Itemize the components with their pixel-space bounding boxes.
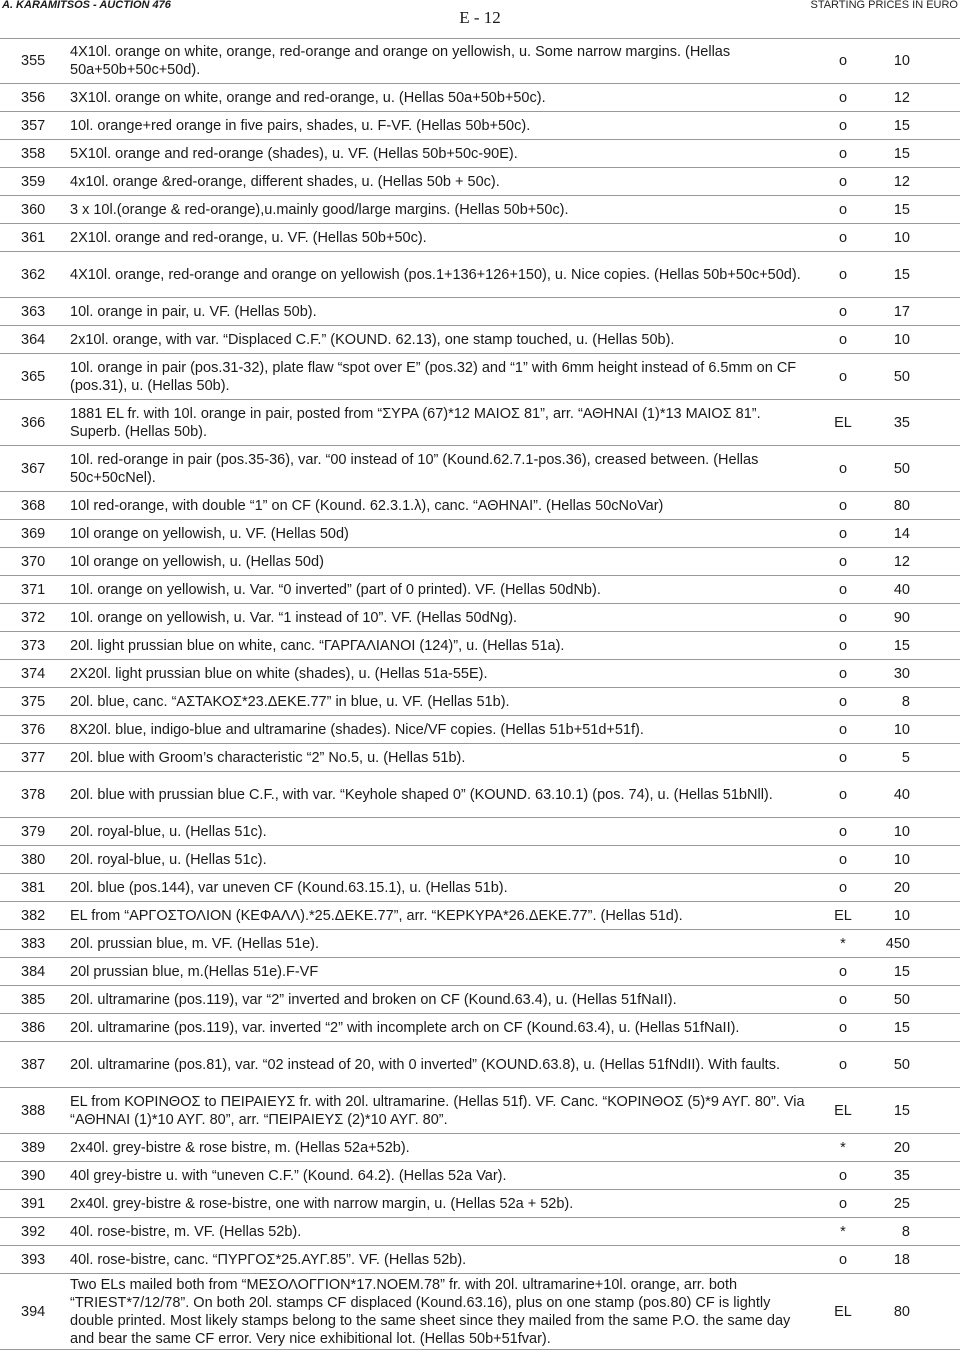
- starting-price: 50: [893, 1056, 910, 1073]
- lot-number: 394: [21, 1303, 46, 1320]
- condition-code: o: [838, 368, 848, 385]
- starting-price: 17: [893, 303, 910, 320]
- lot-description: 10l. orange in pair, u. VF. (Hellas 50b).: [70, 303, 317, 320]
- condition-code: EL: [834, 414, 852, 431]
- lot-row: [0, 986, 960, 1014]
- lot-row: [0, 446, 960, 492]
- starting-price: 10: [893, 721, 910, 738]
- lot-description: 20l prussian blue, m.(Hellas 51e).F-VF: [70, 963, 319, 980]
- starting-price: 20: [893, 879, 910, 896]
- starting-price: 40: [893, 786, 910, 803]
- lot-row: [0, 1218, 960, 1246]
- lot-number: 393: [21, 1251, 46, 1268]
- lot-table: [0, 38, 960, 1350]
- starting-price: 8: [901, 1223, 910, 1240]
- lot-description: 20l. blue with prussian blue C.F., with var. “Keyhole shaped 0” (KOUND. 63.10.1) (pos. 74), u. (Hellas 51bNll).: [70, 786, 773, 803]
- lot-description: 1881 EL fr. with 10l. orange in pair, posted from “ΣΥΡΑ (67)*12 ΜΑΙΟΣ 81”, arr. “ΑΘΗΝΑΙ (1)*13 ΜΑΙΟΣ 81”. Superb. (Hellas 50b).: [70, 405, 761, 440]
- condition-code: o: [838, 266, 848, 283]
- lot-description: 4x10l. orange &red-orange, different shades, u. (Hellas 50b + 50c).: [70, 173, 500, 190]
- condition-code: o: [838, 331, 848, 348]
- lot-row: [0, 846, 960, 874]
- lot-description: 10l. orange in pair (pos.31-32), plate flaw “spot over E” (pos.32) and “1” with 6mm height instead of 6.5mm on CF (pos.31), u. (Hellas 50b).: [70, 359, 797, 394]
- condition-code: o: [838, 851, 848, 868]
- lot-description: 2x10l. orange, with var. “Displaced C.F.” (KOUND. 62.13), one stamp touched, u. (Hellas 50b).: [70, 331, 675, 348]
- condition-code: o: [838, 721, 848, 738]
- lot-number: 372: [21, 609, 46, 626]
- starting-price: 10: [893, 229, 910, 246]
- lot-number: 377: [21, 749, 46, 766]
- lot-number: 358: [21, 145, 46, 162]
- lot-description: 5X10l. orange and red-orange (shades), u. VF. (Hellas 50b+50c-90E).: [70, 145, 518, 162]
- condition-code: o: [838, 525, 848, 542]
- starting-price: 12: [893, 173, 910, 190]
- lot-row: [0, 252, 960, 298]
- lot-number: 382: [21, 907, 46, 924]
- lot-row: [0, 604, 960, 632]
- lot-description: 10l. orange on yellowish, u. Var. “0 inverted” (part of 0 printed). VF. (Hellas 50dNb).: [70, 581, 601, 598]
- lot-number: 369: [21, 525, 46, 542]
- condition-code: o: [838, 53, 848, 69]
- starting-price: 12: [893, 553, 910, 570]
- lot-number: 355: [21, 53, 46, 69]
- lot-row: [0, 1162, 960, 1190]
- condition-code: o: [838, 1019, 848, 1036]
- lot-row: [0, 902, 960, 930]
- lot-number: 381: [21, 879, 46, 896]
- lot-description: 2X10l. orange and red-orange, u. VF. (Hellas 50b+50c).: [70, 229, 427, 246]
- lot-description: 40l. rose-bistre, m. VF. (Hellas 52b).: [70, 1223, 302, 1240]
- lot-number: 392: [21, 1223, 46, 1240]
- lot-description: 10l. red-orange in pair (pos.35-36), var. “00 instead of 10” (Kound.62.7.1-pos.36), creased between. (Hellas 50c+50cNel).: [70, 451, 759, 486]
- price-note: STARTING PRICES IN EURO: [810, 0, 958, 11]
- lot-number: 375: [21, 693, 46, 710]
- condition-code: o: [838, 89, 848, 106]
- lot-number: 390: [21, 1167, 46, 1184]
- lot-number: 371: [21, 581, 46, 598]
- starting-price: 15: [893, 145, 910, 162]
- condition-code: EL: [834, 1303, 852, 1320]
- lot-row: [0, 930, 960, 958]
- lot-description: 20l. ultramarine (pos.119), var “2” inverted and broken on CF (Kound.63.4), u. (Hellas 51fNaII).: [70, 991, 677, 1008]
- lot-description: 2x40l. grey-bistre & rose-bistre, one with narrow margin, u. (Hellas 52a + 52b).: [70, 1195, 574, 1212]
- lot-number: 366: [21, 414, 46, 431]
- lot-description: 20l. royal-blue, u. (Hellas 51c).: [70, 851, 267, 868]
- lot-description: 20l. royal-blue, u. (Hellas 51c).: [70, 823, 267, 840]
- starting-price: 15: [893, 637, 910, 654]
- starting-price: 12: [893, 89, 910, 106]
- condition-code: o: [838, 1251, 848, 1268]
- starting-price: 30: [893, 665, 910, 682]
- condition-code: EL: [834, 907, 852, 924]
- lot-number: 378: [21, 786, 46, 803]
- lot-row: [0, 958, 960, 986]
- condition-code: o: [838, 637, 848, 654]
- starting-price: 50: [893, 368, 910, 385]
- lot-row: [0, 326, 960, 354]
- lot-row: [0, 874, 960, 902]
- starting-price: 10: [893, 851, 910, 868]
- lot-number: 361: [21, 229, 46, 246]
- lot-number: 389: [21, 1139, 46, 1156]
- starting-price: 15: [893, 963, 910, 980]
- lot-description: 20l. ultramarine (pos.119), var. inverted “2” with incomplete arch on CF (Kound.63.4), u. (Hellas 51fNaII).: [70, 1019, 740, 1036]
- lot-description: 8X20l. blue, indigo-blue and ultramarine (shades). Nice/VF copies. (Hellas 51b+51d+51f).: [70, 721, 644, 738]
- lot-number: 356: [21, 89, 46, 106]
- lot-row: [0, 196, 960, 224]
- lot-description: 40l grey-bistre u. with “uneven C.F.” (Kound. 64.2). (Hellas 52a Var).: [70, 1167, 507, 1184]
- starting-price: 450: [885, 935, 910, 952]
- lot-description: 20l. light prussian blue on white, canc. “ΓΑΡΓΑΛΙΑΝΟΙ (124)”, u. (Hellas 51a).: [70, 637, 565, 654]
- lot-number: 379: [21, 823, 46, 840]
- lot-row: [0, 660, 960, 688]
- starting-price: 8: [901, 693, 910, 710]
- lot-number: 357: [21, 117, 46, 134]
- starting-price: 15: [893, 1019, 910, 1036]
- lot-description: 3X10l. orange on white, orange and red-orange, u. (Hellas 50a+50b+50c).: [70, 89, 546, 106]
- condition-code: o: [838, 693, 848, 710]
- lot-row: [0, 772, 960, 818]
- lot-number: 374: [21, 665, 46, 682]
- starting-price: 35: [893, 1167, 910, 1184]
- starting-price: 35: [893, 414, 910, 431]
- lot-number: 363: [21, 303, 46, 320]
- lot-description: 4X10l. orange, red-orange and orange on yellowish (pos.1+136+126+150), u. Nice copies. (Hellas 50b+50c+50d).: [70, 266, 801, 283]
- starting-price: 15: [893, 266, 910, 283]
- lot-number: 368: [21, 497, 46, 514]
- lot-row: [0, 632, 960, 660]
- lot-description: 20l. prussian blue, m. VF. (Hellas 51e).: [70, 935, 320, 952]
- condition-code: o: [838, 145, 848, 162]
- starting-price: 15: [893, 1102, 910, 1119]
- condition-code: o: [838, 749, 848, 766]
- lot-number: 362: [21, 266, 46, 283]
- lot-number: 360: [21, 201, 46, 218]
- condition-code: o: [838, 460, 848, 477]
- condition-code: o: [838, 173, 848, 190]
- lot-description: 10l orange on yellowish, u. VF. (Hellas 50d): [70, 525, 349, 542]
- lot-row: [0, 1134, 960, 1162]
- lot-description: 10l. orange+red orange in five pairs, shades, u. F-VF. (Hellas 50b+50c).: [70, 117, 531, 134]
- starting-price: 40: [893, 581, 910, 598]
- lot-description: 20l. blue, canc. “ΑΣΤΑΚΟΣ*23.ΔΕΚΕ.77” in blue, u. VF. (Hellas 51b).: [70, 693, 510, 710]
- page-header: [0, 0, 960, 34]
- lot-number: 359: [21, 173, 46, 190]
- lot-row: [0, 1246, 960, 1274]
- lot-description: 2X20l. light prussian blue on white (shades), u. (Hellas 51a-55E).: [70, 665, 488, 682]
- condition-code: o: [838, 497, 848, 514]
- lot-number: 383: [21, 935, 46, 952]
- condition-code: o: [838, 1167, 848, 1184]
- lot-row: [0, 1088, 960, 1134]
- lot-row: [0, 224, 960, 252]
- starting-price: 50: [893, 460, 910, 477]
- starting-price: 50: [893, 991, 910, 1008]
- starting-price: 10: [893, 823, 910, 840]
- condition-code: o: [838, 823, 848, 840]
- starting-price: 80: [893, 497, 910, 514]
- lot-row: [0, 716, 960, 744]
- lot-row: [0, 520, 960, 548]
- condition-code: o: [838, 609, 848, 626]
- condition-code: o: [838, 303, 848, 320]
- starting-price: 25: [893, 1195, 910, 1212]
- starting-price: 15: [893, 117, 910, 134]
- lot-description: 40l. rose-bistre, canc. “ΠΥΡΓΟΣ*25.ΑΥΓ.85”. VF. (Hellas 52b).: [70, 1251, 467, 1268]
- condition-code: *: [840, 1223, 846, 1240]
- condition-code: o: [838, 1056, 848, 1073]
- lot-row: [0, 1190, 960, 1218]
- condition-code: o: [838, 117, 848, 134]
- page-number: E - 12: [459, 8, 501, 27]
- lot-row: [0, 112, 960, 140]
- condition-code: EL: [834, 1102, 852, 1119]
- lot-description: 10l orange on yellowish, u. (Hellas 50d): [70, 553, 324, 570]
- condition-code: *: [840, 1139, 846, 1156]
- lot-row: [0, 744, 960, 772]
- lot-row: [0, 1042, 960, 1088]
- starting-price: 20: [893, 1139, 910, 1156]
- condition-code: o: [838, 786, 848, 803]
- lot-description: 3 x 10l.(orange & red-orange),u.mainly good/large margins. (Hellas 50b+50c).: [70, 201, 569, 218]
- lot-number: 376: [21, 721, 46, 738]
- condition-code: o: [838, 1195, 848, 1212]
- starting-price: 18: [893, 1251, 910, 1268]
- lot-number: 384: [21, 963, 46, 980]
- starting-price: 10: [893, 331, 910, 348]
- lot-description: EL from “ΑΡΓΟΣΤΟΛΙΟΝ (ΚΕΦΑΛΛ).*25.ΔΕΚΕ.77”, arr. “ΚΕΡΚΥΡΑ*26.ΔΕΚΕ.77”. (Hellas 51d).: [70, 907, 683, 924]
- starting-price: 10: [893, 907, 910, 924]
- lot-row: [0, 168, 960, 196]
- lot-row: [0, 400, 960, 446]
- lot-row: [0, 818, 960, 846]
- lot-number: 365: [21, 368, 46, 385]
- lot-description: Two ELs mailed both from “ΜΕΣΟΛΟΓΓΙΟΝ*17.ΝΟΕΜ.78” fr. with 20l. ultramarine+10l. orange, arr. both “TRIEST*7/12/78”. On both 20l. stamps CF displaced (Kound.63.16), plus on one stamp (pos.80) CF is lightly double printed. Most likely stamps belong to the same sheet since they mailed from the same P.O. the same day and bear the same CF error. Very nice exhibitional lot. (Hellas 50b+51fvar).: [70, 1276, 791, 1347]
- lot-description: EL from ΚΟΡΙΝΘΟΣ to ΠΕΙΡΑΙΕΥΣ fr. with 20l. ultramarine. (Hellas 51f). VF. Canc. “ΚΟΡΙΝΘΟΣ (5)*9 ΑΥΓ. 80”. Via “ΑΘΗΝΑΙ (1)*10 ΑΥΓ. 80”, arr. “ΠΕΙΡΑΙΕΥΣ (2)*10 ΑΥΓ. 80”.: [70, 1093, 805, 1128]
- lot-row: [0, 688, 960, 716]
- starting-price: 5: [901, 749, 910, 766]
- lot-row: [0, 548, 960, 576]
- lot-row: [0, 298, 960, 326]
- condition-code: o: [838, 229, 848, 246]
- condition-code: o: [838, 963, 848, 980]
- lot-number: 386: [21, 1019, 46, 1036]
- lot-description: 20l. blue (pos.144), var uneven CF (Kound.63.15.1), u. (Hellas 51b).: [70, 879, 508, 896]
- lot-description: 10l red-orange, with double “1” on CF (Kound. 62.3.1.λ), canc. “ΑΘΗΝΑΙ”. (Hellas 50cNoVar): [70, 497, 664, 514]
- lot-row: [0, 1014, 960, 1042]
- lot-number: 367: [21, 460, 46, 477]
- lot-row: [0, 354, 960, 400]
- lot-description: 10l. orange on yellowish, u. Var. “1 instead of 10”. VF. (Hellas 50dNg).: [70, 609, 518, 626]
- lot-number: 364: [21, 331, 46, 348]
- starting-price: 80: [893, 1303, 910, 1320]
- starting-price: 14: [893, 525, 910, 542]
- lot-description: 2x40l. grey-bistre & rose bistre, m. (Hellas 52a+52b).: [70, 1139, 410, 1156]
- lot-number: 391: [21, 1195, 46, 1212]
- lot-number: 370: [21, 553, 46, 570]
- lot-row: [0, 38, 960, 84]
- lot-description: 20l. ultramarine (pos.81), var. “02 instead of 20, with 0 inverted” (KOUND.63.8), u. (Hellas 51fNdII). With faults.: [70, 1056, 780, 1073]
- lot-description: 4X10l. orange on white, orange, red-orange and orange on yellowish, u. Some narrow margins. (Hellas 50a+50b+50c+50d).: [70, 44, 731, 78]
- starting-price: 90: [893, 609, 910, 626]
- condition-code: o: [838, 553, 848, 570]
- condition-code: *: [840, 935, 846, 952]
- lot-number: 373: [21, 637, 46, 654]
- lot-row: [0, 576, 960, 604]
- condition-code: o: [838, 879, 848, 896]
- condition-code: o: [838, 991, 848, 1008]
- lot-number: 388: [21, 1102, 46, 1119]
- lot-description: 20l. blue with Groom’s characteristic “2” No.5, u. (Hellas 51b).: [70, 749, 466, 766]
- starting-price: 15: [893, 201, 910, 218]
- lot-row: [0, 1274, 960, 1350]
- condition-code: o: [838, 201, 848, 218]
- auction-title: A. KARAMITSOS - AUCTION 476: [2, 0, 171, 11]
- condition-code: o: [838, 665, 848, 682]
- lot-row: [0, 492, 960, 520]
- lot-number: 387: [21, 1056, 46, 1073]
- starting-price: 10: [893, 53, 910, 69]
- lot-number: 385: [21, 991, 46, 1008]
- lot-row: [0, 140, 960, 168]
- lot-row: [0, 84, 960, 112]
- condition-code: o: [838, 581, 848, 598]
- lot-number: 380: [21, 851, 46, 868]
